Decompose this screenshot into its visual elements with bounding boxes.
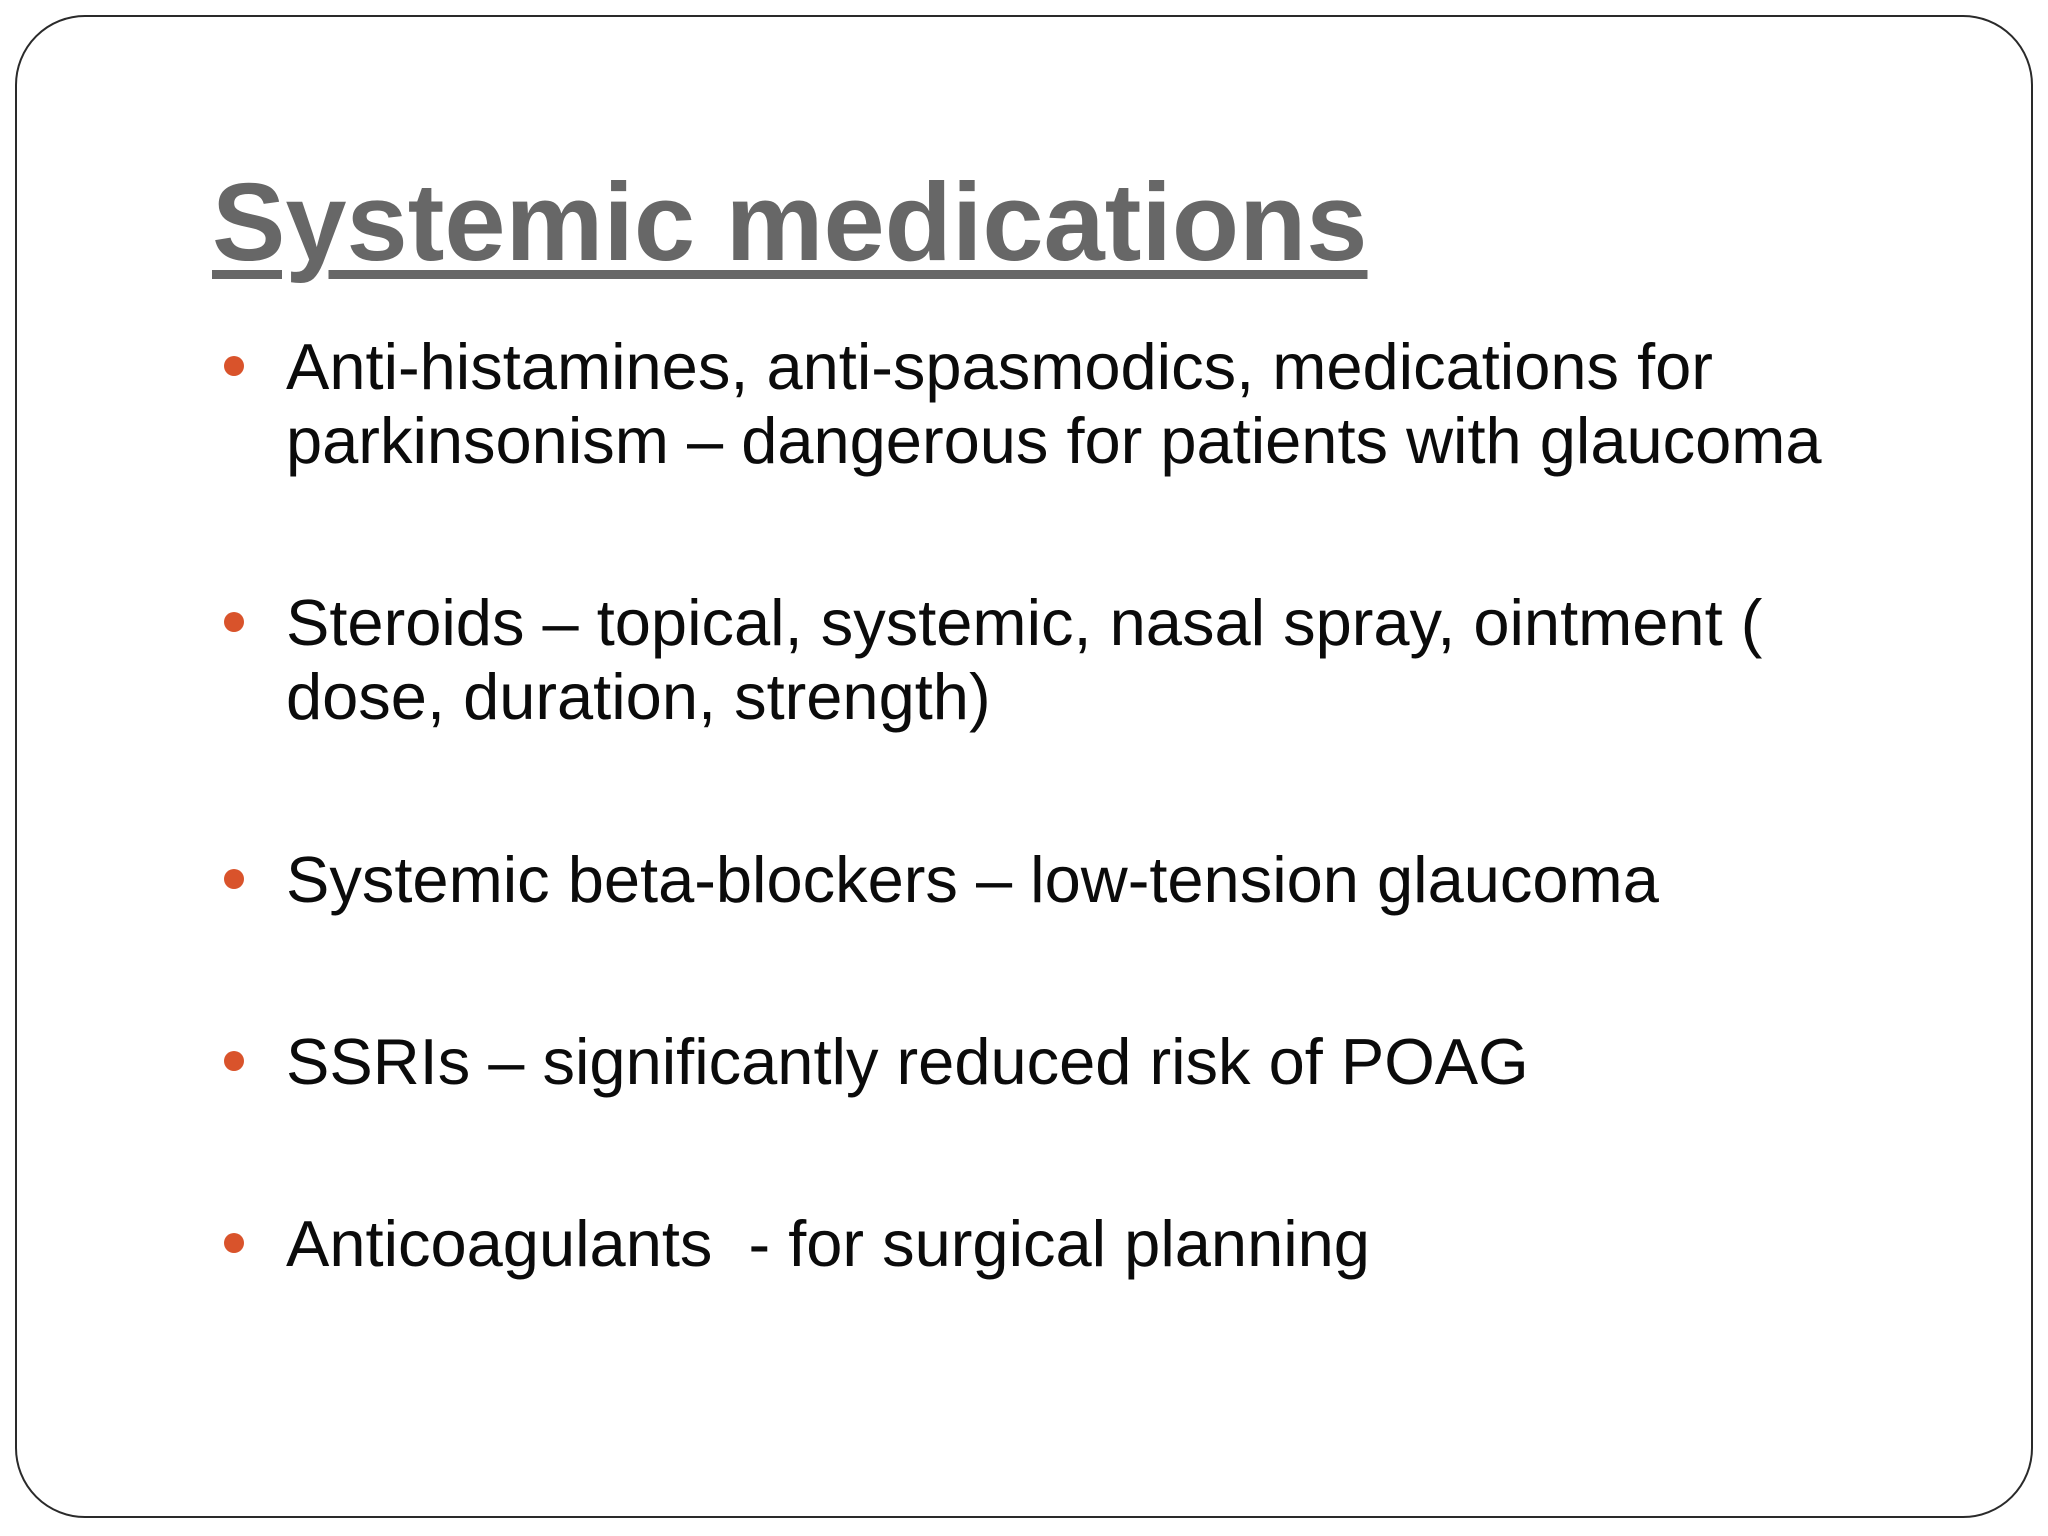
bullet-item-beta-blockers xyxy=(212,843,1932,917)
bullet-dot-icon xyxy=(224,1233,244,1253)
bullet-text: Anti-histamines, anti-spasmodics, medications for parkinsonism – dangerous for patients with glaucoma xyxy=(286,330,1822,477)
bullet-dot-icon xyxy=(224,612,244,632)
bullet-text: SSRIs – significantly reduced risk of POAG xyxy=(286,1025,1529,1098)
bullet-dot-icon xyxy=(224,1051,244,1071)
bullet-item-antihistamines xyxy=(212,330,1932,478)
bullet-item-steroids xyxy=(212,586,1932,734)
bullet-item-ssris xyxy=(212,1025,1932,1099)
bullet-dot-icon xyxy=(224,356,244,376)
slide-title: Systemic medications xyxy=(212,161,1368,284)
bullet-dot-icon xyxy=(224,869,244,889)
bullet-item-anticoagulants xyxy=(212,1207,1932,1281)
bullet-text: Anticoagulants - for surgical planning xyxy=(286,1207,1370,1280)
bullet-text: Systemic beta-blockers – low-tension glaucoma xyxy=(286,843,1659,916)
bullet-text: Steroids – topical, systemic, nasal spray, ointment ( dose, duration, strength) xyxy=(286,586,1781,733)
